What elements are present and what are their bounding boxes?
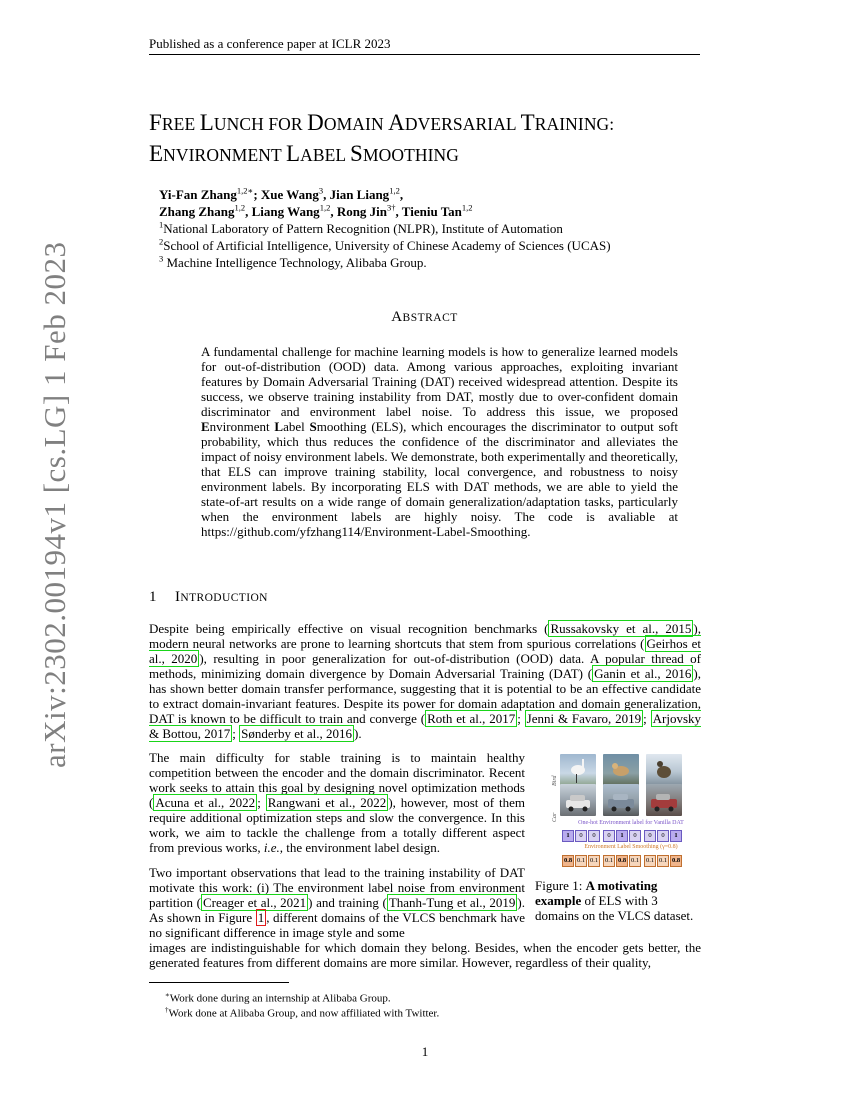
page-number: 1 bbox=[421, 1044, 429, 1059]
citation-link[interactable]: Russakovsky et al., 2015 bbox=[550, 621, 692, 636]
els-label-domain-3: 0.1 0.1 0.8 bbox=[644, 855, 682, 867]
intro-paragraph-3-cont: images are indistinguishable for which domain they belong. Besides, when the encoder gets better, the generated features from different domains are more similar. However, regardless of their quality, bbox=[149, 940, 701, 970]
arxiv-side-stamp: arXiv:2302.00194v1 [cs.LG] 1 Feb 2023 bbox=[37, 241, 72, 768]
citation-link[interactable]: Ganin et al., 2016 bbox=[594, 666, 692, 681]
citation-link[interactable]: Rangwani et al., 2022 bbox=[267, 795, 387, 810]
citation-link[interactable]: Acuna et al., 2022 bbox=[155, 795, 256, 810]
citation-link[interactable]: Thanh-Tung et al., 2019 bbox=[388, 895, 516, 910]
els-label-domain-1: 0.8 0.1 0.1 bbox=[562, 855, 600, 867]
footnote-1: ∗Work done during an internship at Alibaba Group. bbox=[165, 991, 391, 1005]
intro-paragraph-2: The main difficulty for stable training is to maintain healthy competition between the encoder and the domain discriminator. Recent work seeks to attain this goal by designing novel optimization methods ( Acuna et al., 2022 ; Rangwani et al., 2022 ), however, most of them require additional optimization steps and slow the convergence. In this work, we aim to tackle the challenge from a totally different aspect from previous works, i.e., the environment label design. bbox=[149, 750, 526, 855]
author-line-2: Zhang Zhang$^{1,2}$, Liang Wang$^{1,2}$, Rong Jin$^{3\dagger}$, Tieniu Tan$^{1,2}$ bbox=[159, 202, 473, 219]
intro-paragraph-1: Despite being empirically effective on visual recognition benchmarks ( Russakovsky et al., 2015 ), modern neural networks are prone to learning shortcuts that stem from spurious correlations ( Geirhos et al., 2020 ), resulting in poor generalization for out-of-distribution (OOD) data. A popular thread of methods, minimizing domain divergence by Domain Adversarial Training (DAT) ( Ganin et al., 2016 ), has shown better domain transfer performance, suggesting that it is potential to be an effective candidate to extract domain-invariant features. Despite its power for domain adaptation and domain generalization, DAT is known to be difficult to train and converge ( Roth et al., 2017 ; Jenni & Favaro, 2019 ; Arjovsky & Bottou, 2017 ; Sønderby et al., 2016 ). bbox=[149, 621, 701, 741]
author-block bbox=[159, 186, 679, 271]
title-line-1: FREE LUNCH FOR DOMAIN ADVERSARIAL TRAINING: bbox=[149, 110, 615, 135]
els-label-domain-2: 0.1 0.8 0.1 bbox=[603, 855, 641, 867]
onehot-caption: One-hot Environment label for Vanilla DAT bbox=[578, 820, 684, 826]
onehot-label-domain-1: 1 0 0 bbox=[562, 830, 600, 842]
citation-link[interactable]: Jenni & Favaro, 2019 bbox=[526, 711, 642, 726]
footnote-rule bbox=[149, 982, 289, 983]
onehot-label-domain-3: 0 0 1 bbox=[644, 830, 682, 842]
header-rule bbox=[149, 54, 700, 55]
car-image-domain-1 bbox=[560, 784, 596, 816]
affiliation-1: $^1$National Laboratory of Pattern Recognition (NLPR), Institute of Automation bbox=[159, 219, 563, 236]
car-image-domain-2 bbox=[603, 784, 639, 816]
citation-link[interactable]: Creager et al., 2021 bbox=[202, 895, 307, 910]
author-line-1: Yi-Fan Zhang$^{1,2∗}$; Xue Wang$^3$, Jian Liang$^{1,2}$, bbox=[159, 185, 404, 202]
bird-image-domain-2 bbox=[603, 754, 639, 786]
car-image-domain-3 bbox=[646, 784, 682, 816]
abstract-heading: ABSTRACT bbox=[391, 309, 458, 325]
running-header: Published as a conference paper at ICLR 2023 bbox=[149, 36, 391, 51]
abstract-body: A fundamental challenge for machine learning models is how to generalize learned models for out-of-distribution (OOD) data. Among various approaches, exploiting invariant features by Domain Adversarial Training (DAT) received widespread attention. Despite its success, we observe training instability from DAT, mostly due to over-confident domain discriminator and environment label noise. To address this issue, we proposed Environment Label Smoothing (ELS), which encourages the discriminator to output soft probability, which thus reduces the confidence of the discriminator and alleviates the impact of noisy environment labels. We demonstrate, both experimentally and theoretically, that ELS can improve training stability, local convergence, and robustness to noisy environment labels. By incorporating ELS with DAT methods, we are able to yield the state-of-art results on a wide range of domain generalization/adaptation tasks, particularly when the environment labels are highly noisy. The code is avaliable at https://github.com/yfzhang114/Environment-Label-Smoothing. bbox=[201, 344, 678, 539]
citation-link[interactable]: Geirhos et al., 2020 bbox=[149, 636, 701, 666]
citation-link[interactable]: Sønderby et al., 2016 bbox=[241, 726, 352, 741]
bird-image-domain-1 bbox=[560, 754, 596, 786]
citation-link[interactable]: Roth et al., 2017 bbox=[427, 711, 516, 726]
onehot-label-domain-2: 0 1 0 bbox=[603, 830, 641, 842]
paper-title bbox=[149, 108, 749, 170]
bird-image-domain-3 bbox=[646, 754, 682, 786]
row-label-car: Car bbox=[552, 812, 558, 822]
title-line-2: ENVIRONMENT LABEL SMOOTHING bbox=[149, 141, 460, 166]
figure-ref-link[interactable]: 1 bbox=[257, 910, 265, 925]
affiliation-2: $^2$School of Artificial Intelligence, University of Chinese Academy of Sciences (UCAS) bbox=[159, 236, 611, 253]
row-label-bird: Bird bbox=[552, 775, 558, 786]
els-caption: Environment Label Smoothing (γ=0.8) bbox=[584, 844, 678, 850]
section-heading-introduction: 1 INTRODUCTION bbox=[149, 589, 268, 605]
citation-link[interactable]: Arjovsky & Bottou, 2017 bbox=[149, 711, 701, 741]
footnote-2: †Work done at Alibaba Group, and now affiliated with Twitter. bbox=[165, 1006, 440, 1020]
affiliation-3: $^3$ Machine Intelligence Technology, Alibaba Group. bbox=[159, 253, 427, 270]
intro-paragraph-3: Two important observations that lead to the training instability of DAT motivate this work: (i) The environment label noise from environment partition ( Creager et al., 2021 ) and training ( Thanh-Tung et al., 2019 ). As shown in Figure 1 , different domains of the VLCS benchmark have no significant difference in image style and some bbox=[149, 865, 525, 940]
figure-1-caption: Figure 1: A motivating example of ELS with 3 domains on the VLCS dataset. bbox=[535, 878, 694, 923]
